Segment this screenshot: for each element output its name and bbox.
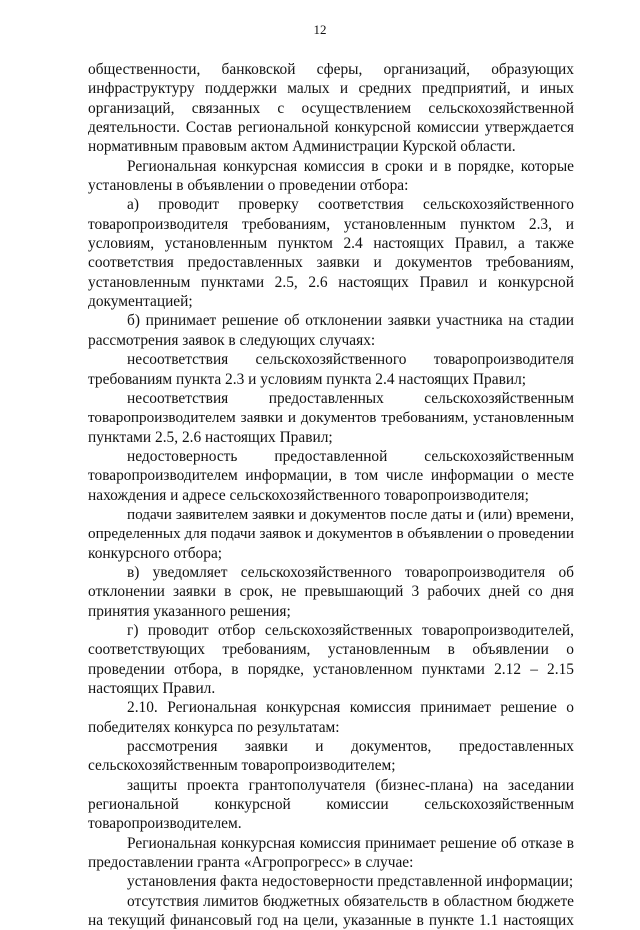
text-line: нормативным правовым актом Администрации Курской области. xyxy=(88,138,516,156)
text-line: несоответствия предоставленных сельскохозяйственным xyxy=(127,389,574,407)
text-line: рассмотрения заявок в следующих случаях: xyxy=(88,331,376,349)
text-line: пунктами 2.5, 2.6 настоящих Правил; xyxy=(88,428,333,446)
text-line: определенных для подачи заявок и документов в объявлении о проведении xyxy=(88,525,574,543)
text-line: предоставлении гранта «Агропрогресс» в случае: xyxy=(88,854,414,872)
text-line: организаций, связанных с осуществлением сельскохозяйственной xyxy=(88,99,574,117)
text-line: товаропроизводителем заявки и документов требованиям, установленным xyxy=(88,409,574,427)
text-line: несоответствия сельскохозяйственного товаропроизводителя xyxy=(127,351,574,369)
text-line: деятельности. Состав региональной конкурсной комиссии утверждается xyxy=(88,119,574,137)
text-line: принятия указанного решения; xyxy=(88,602,291,620)
text-line: на текущий финансовый год на цели, указанные в пункте 1.1 настоящих xyxy=(88,912,574,930)
text-line: соответствующих требованиям, установленным в объявлении о xyxy=(88,641,574,659)
text-line: отсутствия лимитов бюджетных обязательств в областном бюджете xyxy=(127,892,574,910)
text-line: проведении отбора, в порядке, установленном пунктами 2.12 – 2.15 xyxy=(88,660,574,678)
text-line: установленным пунктами 2.5, 2.6 настоящих Правил и конкурсной xyxy=(88,273,574,291)
text-line: отклонении заявки в срок, не превышающий 3 рабочих дней со дня xyxy=(88,583,574,601)
text-line: г) проводит отбор сельскохозяйственных товаропроизводителей, xyxy=(127,621,574,639)
document-body-text xyxy=(88,60,574,930)
text-line: региональной конкурсной комиссии сельскохозяйственным xyxy=(88,796,574,814)
text-line: конкурсного отбора; xyxy=(88,544,223,562)
text-line: настоящих Правил. xyxy=(88,680,216,697)
text-line: товаропроизводителем. xyxy=(88,815,242,833)
text-line: условиям, установленным пунктом 2.4 настоящих Правил, а также xyxy=(88,235,574,253)
text-line: товаропроизводителя требованиям, установленным пунктом 2.3, и xyxy=(88,215,574,233)
text-line: подачи заявителем заявки и документов после даты и (или) времени, xyxy=(127,505,574,523)
text-line: защиты проекта грантополучателя (бизнес-плана) на заседании xyxy=(127,776,574,794)
text-line: требованиям пункта 2.3 и условиям пункта 2.4 настоящих Правил; xyxy=(88,370,527,388)
page-number: 12 xyxy=(313,22,327,37)
text-line: Региональная конкурсная комиссия в сроки и в порядке, которые xyxy=(127,157,574,175)
text-line: в) уведомляет сельскохозяйственного товаропроизводителя об xyxy=(127,563,574,581)
text-line: рассмотрения заявки и документов, предоставленных xyxy=(127,738,574,756)
text-line: победителях конкурса по результатам: xyxy=(88,718,340,736)
text-line: товаропроизводителем информации, в том числе информации о месте xyxy=(88,467,574,485)
text-line: установления факта недостоверности представленной информации; xyxy=(127,873,574,891)
text-line: недостоверность предоставленной сельскохозяйственным xyxy=(127,447,574,465)
text-line: документацией; xyxy=(88,293,193,311)
text-line: 2.10. Региональная конкурсная комиссия принимает решение о xyxy=(127,699,574,717)
text-line: сельскохозяйственным товаропроизводителем; xyxy=(88,757,396,775)
text-line: б) принимает решение об отклонении заявки участника на стадии xyxy=(127,312,574,330)
text-line: Региональная конкурсная комиссия принимает решение об отказе в xyxy=(127,834,574,852)
text-line: а) проводит проверку соответствия сельскохозяйственного xyxy=(127,196,574,214)
text-line: установлены в объявлении о проведении отбора: xyxy=(88,177,409,195)
text-line: нахождения и адресе сельскохозяйственного товаропроизводителя; xyxy=(88,486,529,504)
text-line: соответствия предоставленных заявки и документов требованиям, xyxy=(88,254,574,272)
text-line: общественности, банковской сферы, организаций, образующих xyxy=(88,61,574,78)
text-line: инфраструктуру поддержки малых и средних предприятий, и иных xyxy=(88,80,574,98)
